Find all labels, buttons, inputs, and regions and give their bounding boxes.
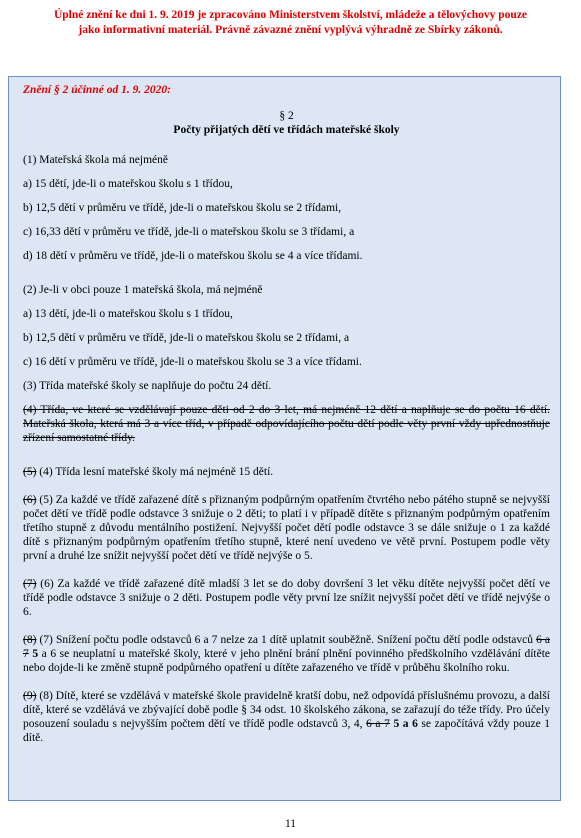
p9-new-ref: 5 a 6 [389, 718, 418, 730]
section-title: Počty přijatých dětí ve třídách mateřské školy [173, 124, 400, 136]
p1-item-d: d) 18 dětí v průměru ve třídě, jde-li o mateřskou školu se 4 a více třídami. [23, 250, 363, 262]
p9-part-1: (8) Dítě, které se vzdělává v mateřské škole pravidelně kratší dobu, než odpovídá příslušnému provozu, a další dítě, které se vzdělává ve zbývající době podle § 34 odst. 10 školského zákona, se zařazují do téže třídy. Pro účely posouzení souladu s nejvyšším počtem dětí ve třídě podle odstavců 3, 4, [23, 690, 550, 730]
p7 [23, 577, 550, 619]
p5 [23, 465, 550, 479]
p4-struck: (4) Třída, ve které se vzdělávají pouze děti od 2 do 3 let, má nejméně 12 dětí a naplňuje se do počtu 16 dětí. Mateřská škola, která má 3 a více tříd, v případě odpovídajícího počtu dětí podle věty první vždy upřednostňuje zřízení samostatné třídy. [23, 404, 550, 444]
p2-item-c: c) 16 dětí v průměru ve třídě, jde-li o mateřskou školu se 3 a více třídami. [23, 356, 362, 368]
p1-item-a: a) 15 dětí, jde-li o mateřskou školu s 1 třídou, [23, 178, 233, 190]
p6 [23, 493, 550, 563]
p7-text: (6) Za každé ve třídě zařazené dítě mladší 3 let se do doby dovršení 3 let věku dítěte nejvyšší počet dětí ve třídě podle odstavce 3 snižuje o 2 děti. Postupem podle věty první lze snížit nejvyšší počet dětí ve třídě nejvýše o 6. [23, 578, 550, 618]
header-line-2: jako informativní materiál. Právně závazné znění vyplývá výhradně ze Sbírky zákonů. [78, 24, 503, 36]
p6-old-number: (6) [23, 494, 37, 506]
p1-intro: (1) Mateřská škola má nejméně [23, 154, 168, 166]
p1-item-b: b) 12,5 dětí v průměru ve třídě, jde-li o mateřskou školu se 2 třídami, [23, 202, 342, 214]
p8-old-number: (8) [23, 634, 37, 646]
p1-item-c: c) 16,33 dětí v průměru ve třídě, jde-li o mateřskou školu se 3 třídami, a [23, 226, 355, 238]
p2-intro: (2) Je-li v obci pouze 1 mateřská škola, má nejméně [23, 284, 263, 296]
p5-text: (4) Třída lesní mateřské školy má nejméně 15 dětí. [36, 466, 274, 478]
amendment-box [8, 76, 561, 801]
p7-old-number: (7) [23, 578, 37, 590]
p3: (3) Třída mateřské školy se naplňuje do počtu 24 dětí. [23, 380, 272, 392]
p2-item-b: b) 12,5 dětí v průměru ve třídě, jde-li o mateřskou školu se 2 třídami, a [23, 332, 350, 344]
box-title: Znění § 2 účinné od 1. 9. 2020: [23, 84, 171, 96]
p9-part-2: se započítává vždy pouze 1 dítě. [23, 718, 551, 744]
p9-struck-ref: 6 a 7 [366, 718, 390, 730]
p8-new-ref: 5 [28, 648, 39, 660]
section-mark: § 2 [279, 110, 294, 122]
p2-item-a: a) 13 dětí, jde-li o mateřskou školu s 1 třídou, [23, 308, 233, 320]
p8 [23, 633, 550, 675]
page-number: 11 [284, 818, 297, 830]
p9 [23, 689, 550, 745]
document-header [0, 8, 581, 38]
p9-old-number: (9) [23, 690, 37, 702]
p6-text: (5) Za každé ve třídě zařazené dítě s přiznaným podpůrným opatřením čtvrtého nebo pátého stupně se nejvyšší počet dětí ve třídě podle odstavce 3 snižuje o 2 děti; to platí i v případě dítěte s přiznaným podpůrným opatřením třetího stupně z důvodu mentálního postižení. Nejvyšší počet dětí podle odstavce 3 se dále snižuje o 1 za každé dítě s přiznaným podpůrným opatřením třetího stupně, které není uvedeno ve větě první. Postupem podle věty první a druhé lze snížit nejvyšší počet dětí ve třídě nejvýše o 5. [23, 494, 550, 562]
p8-part-2: a 6 se neuplatní u mateřské školy, které v jeho plnění brání plnění povinného předškolního vzdělávání dítěte nebo dojde-li ke změně stupně podpůrného opatření u dítěte zařazeného ve třídě v průběhu školního roku. [23, 648, 550, 674]
p8-part-1: (7) Snížení počtu podle odstavců 6 a 7 nelze za 1 dítě uplatnit souběžně. Snížení počtu dětí podle odstavců [36, 634, 537, 646]
p8-struck-ref: 6 a 7 [23, 634, 550, 660]
p5-old-number: (5) [23, 466, 37, 478]
header-line-1: Úplné znění ke dni 1. 9. 2019 je zpracováno Ministerstvem školství, mládeže a tělovýchovy pouze [53, 9, 528, 21]
